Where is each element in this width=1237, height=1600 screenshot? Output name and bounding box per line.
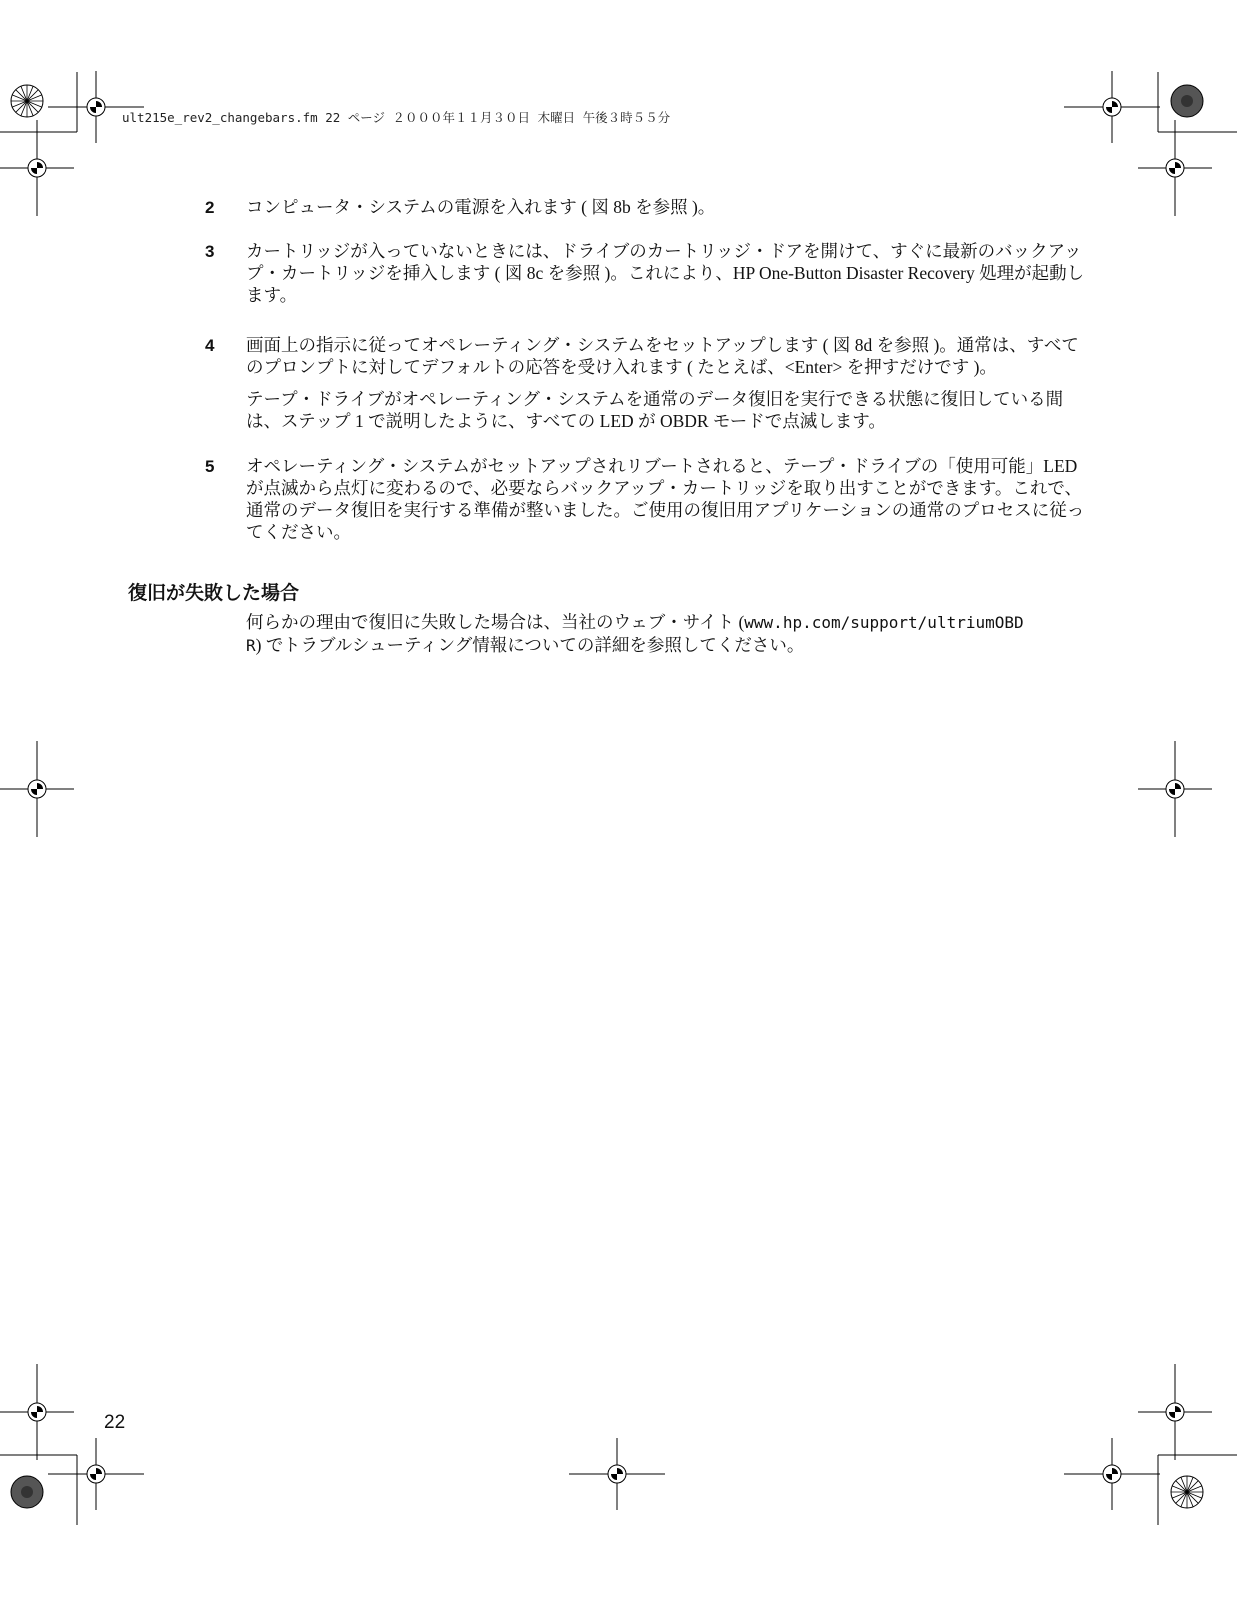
step-number: 2 <box>205 198 215 217</box>
registration-crosshair <box>0 741 74 837</box>
support-url[interactable]: www.hp.com/support/ultriumOBDR <box>246 613 1024 655</box>
registration-crosshair <box>1138 120 1212 216</box>
recovery-failure-paragraph <box>246 611 1026 657</box>
registration-crosshair <box>569 1438 665 1510</box>
starburst-mark <box>11 85 43 117</box>
registration-crosshair <box>0 120 74 216</box>
step-text: オペレーティング・システムがセットアップされリブートされると、テープ・ドライブの「使用可能」LED が点滅から点灯に変わるので、必要ならバックアップ・カートリッジを取り出すことができます。これで、通常のデータ復旧を実行する準備が整いました。ご使用の復旧用アプリケーションの通常のプロセスに従ってください。 <box>246 456 1085 542</box>
step-number: 4 <box>205 336 215 355</box>
registration-crosshair <box>1138 1364 1212 1460</box>
section-heading-recovery-failure: 復旧が失敗した場合 <box>128 582 300 604</box>
page-number: 22 <box>104 1412 126 1433</box>
paragraph-text: 何らかの理由で復旧に失敗した場合は、当社のウェブ・サイト ( <box>246 612 745 632</box>
registration-crosshair <box>1064 71 1160 143</box>
framemaker-slug-header: ult215e_rev2_changebars.fm 22 ページ ２０００年１１月３０日 木曜日 午後３時５５分 <box>122 110 671 125</box>
step-note: テープ・ドライブがオペレーティング・システムを通常のデータ復旧を実行できる状態に復旧している間は、ステップ 1 で説明したように、すべての LED が OBDR モードで点滅します。 <box>246 389 1064 431</box>
registration-crosshair <box>1138 741 1212 837</box>
step-number: 3 <box>205 242 215 261</box>
step-text: カートリッジが入っていないときには、ドライブのカートリッジ・ドアを開けて、すぐに最新のバックアップ・カートリッジを挿入します ( 図 8c を参照 )。これにより、HP One-Button Disaster Recovery 処理が起動します。 <box>246 241 1085 305</box>
registration-crosshair <box>0 1364 74 1460</box>
paragraph-text: ) でトラブルシューティング情報についての詳細を参照してください。 <box>255 635 805 655</box>
starburst-mark-filled <box>11 1476 43 1508</box>
starburst-mark <box>1171 1476 1203 1508</box>
step-text: 画面上の指示に従ってオペレーティング・システムをセットアップします ( 図 8d を参照 )。通常は、すべてのプロンプトに対してデフォルトの応答を受け入れます ( たとえば、<Enter> を押すだけです )。 <box>246 335 1079 377</box>
starburst-mark-filled <box>1171 85 1203 117</box>
registration-crosshair <box>1064 1438 1160 1510</box>
step-text: コンピュータ・システムの電源を入れます ( 図 8b を参照 )。 <box>246 197 716 217</box>
step-number: 5 <box>205 457 215 476</box>
registration-crosshair <box>48 1438 144 1510</box>
